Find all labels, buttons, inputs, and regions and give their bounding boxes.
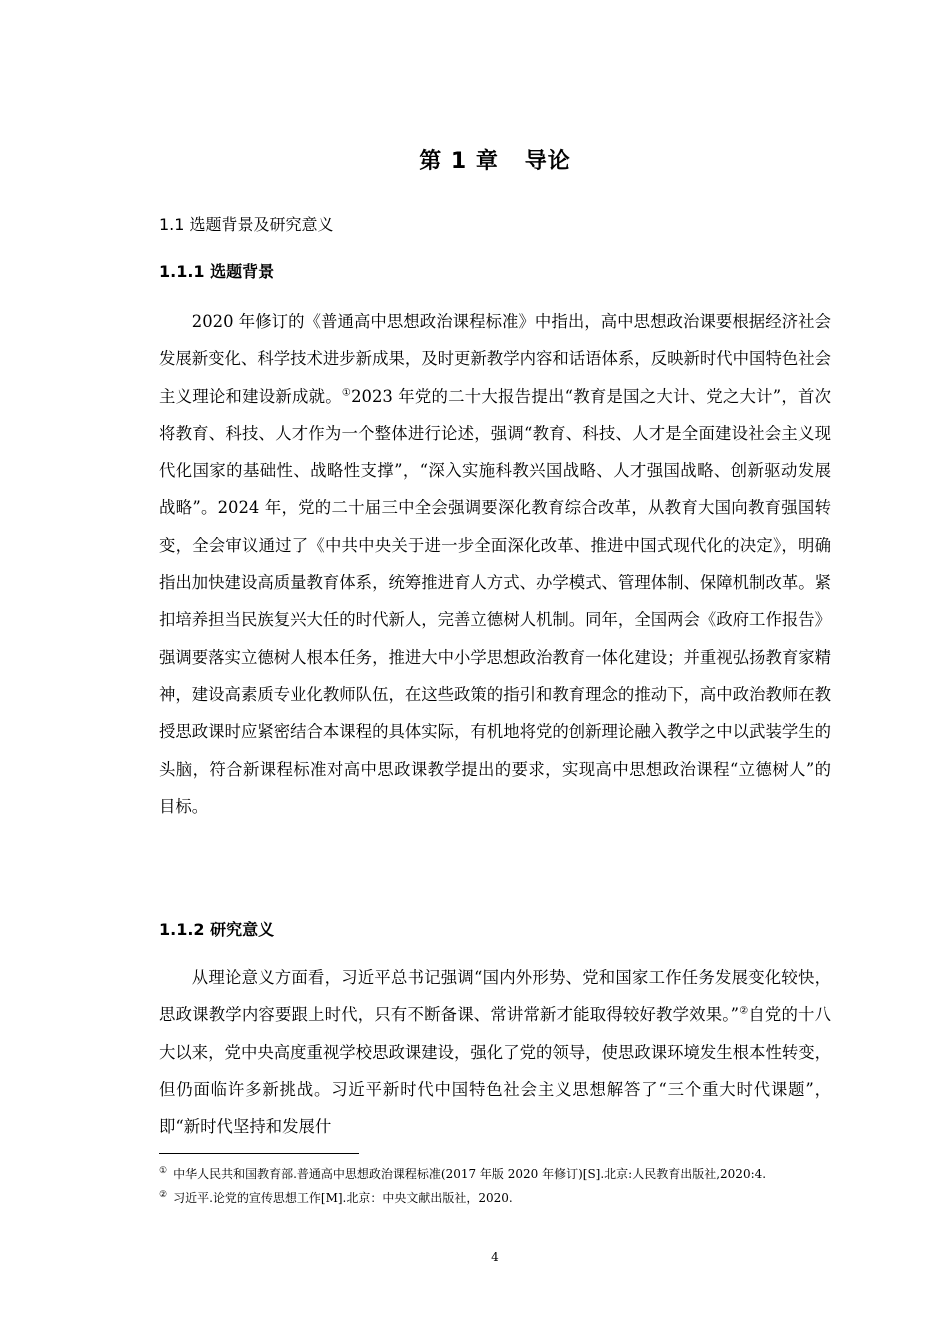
footnote-ref-1: ① (341, 387, 352, 399)
significance-paragraph-text-1: 从理论意义方面看，习近平总书记强调“国内外形势、党和国家工作任务发展变化较快，思政课教学内容要跟上时代，只有不断备课、常讲常新才能取得较好教学效果。” (159, 968, 831, 1025)
footnote-mark-1: ① (159, 1166, 168, 1176)
background-paragraph-text-2: 2023 年党的二十大报告提出“教育是国之大计、党之大计”，首次将教育、科技、人才作为一个整体进行论述，强调“教育、科技、人才是全面建设社会主义现代化国家的基础性、战略性支撑”，“深入实施科教兴国战略、人才强国战略、创新驱动发展战略”。2024 年，党的二十届三中全会强调要深化教育综合改革，从教育大国向教育强国转变，全会审议通过了《中共中央关于进一步全面深化改革、推进中国式现代化的决定》，明确指出加快建设高质量教育体系，统筹推进育人方式、办学模式、管理体制、保障机制改革。紧扣培养担当民族复兴大任的时代新人，完善立德树人机制。同年，全国两会《政府工作报告》强调要落实立德树人根本任务，推进大中小学思想政治教育一体化建设；并重视弘扬教育家精神，建设高素质专业化教师队伍，在这些政策的指引和教育理念的推动下，高中政治教师在教授思政课时应紧密结合本课程的具体实际，有机地将党的创新理论融入教学之中以武装学生的头脑，符合新课程标准对高中思政课教学提出的要求，实现高中思想政治课程“立德树人”的目标。 (159, 386, 832, 816)
background-paragraph (159, 303, 831, 825)
subsection-heading-significance: 1.1.2 研究意义 (159, 920, 275, 939)
footnotes (159, 1162, 831, 1210)
page-number: 4 (491, 1250, 499, 1264)
section-heading: 1.1 选题背景及研究意义 (159, 215, 334, 234)
footnote-ref-2: ② (739, 1005, 749, 1017)
background-paragraph-text-1: 2020 年修订的《普通高中思想政治课程标准》中指出，高中思想政治课要根据经济社会发展新变化、科学技术进步新成果，及时更新教学内容和话语体系，反映新时代中国特色社会主义理论和建设新成就。 (159, 312, 832, 406)
footnote-mark-2: ② (159, 1190, 168, 1200)
footnote-divider (159, 1153, 359, 1154)
footnote-text-1: 中华人民共和国教育部.普通高中思想政治课程标准(2017 年版 2020 年修订)[S].北京:人民教育出版社,2020:4. (173, 1167, 767, 1181)
significance-paragraph (159, 959, 831, 1145)
chapter-title: 第 1 章 导论 (419, 149, 571, 174)
significance-paragraph-text-2: 自党的十八大以来，党中央高度重视学校思政课建设，强化了党的领导，使思政课环境发生根本性转变，但仍面临许多新挑战。习近平新时代中国特色社会主义思想解答了“三个重大时代课题”，即“新时代坚持和发展什 (159, 1005, 832, 1137)
footnote-text-2: 习近平.论党的宣传思想工作[M].北京：中央文献出版社，2020. (173, 1191, 513, 1205)
subsection-heading-background: 1.1.1 选题背景 (159, 262, 275, 281)
footnote-2 (159, 1186, 831, 1210)
footnote-1 (159, 1162, 831, 1186)
